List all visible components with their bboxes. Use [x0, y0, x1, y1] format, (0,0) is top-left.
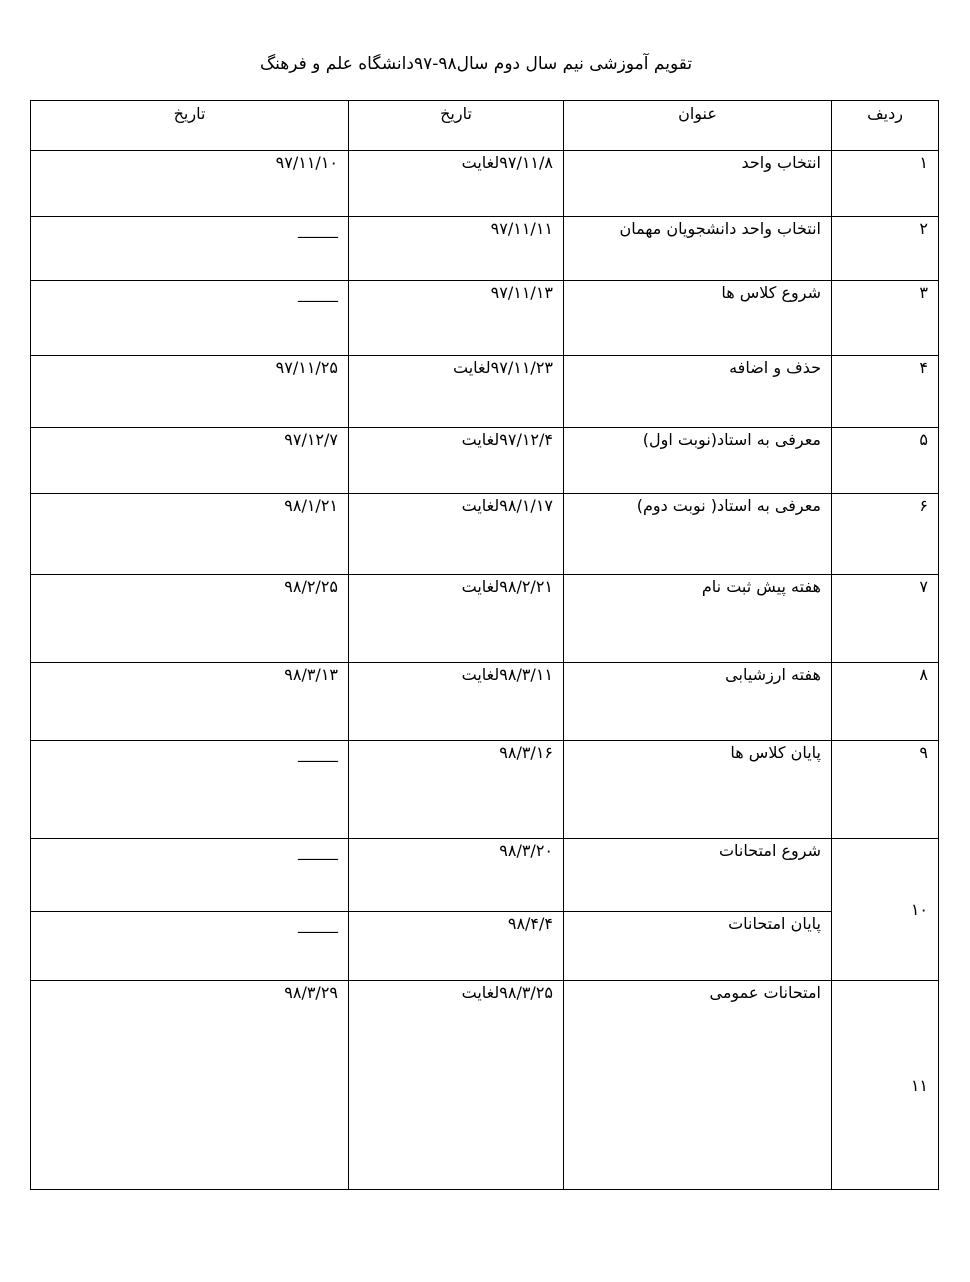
- header-subject: عنوان: [564, 101, 832, 151]
- row-number: ۷: [832, 575, 939, 663]
- row-number: ۱۰: [832, 839, 939, 981]
- row-subject: پایان کلاس ها: [564, 741, 832, 839]
- row-number: ۶: [832, 494, 939, 575]
- row-number: ۵: [832, 428, 939, 494]
- row-date-start: ۹۸/۳/۲۵لغایت: [349, 981, 564, 1190]
- row-date-start: ۹۷/۱۲/۴لغایت: [349, 428, 564, 494]
- table-row: [31, 151, 939, 217]
- row-subject: انتخاب واحد دانشجویان مهمان: [564, 217, 832, 281]
- table-row: [31, 981, 939, 1190]
- page-title: تقویم آموزشی نیم سال دوم سال۹۸-۹۷دانشگاه علم و فرهنگ: [259, 54, 693, 74]
- row-date-end: ۹۸/۲/۲۵: [31, 575, 349, 663]
- table-row: [31, 741, 939, 839]
- table-row: [31, 428, 939, 494]
- row-number: ۲: [832, 217, 939, 281]
- row-date-start: ۹۷/۱۱/۱۱: [349, 217, 564, 281]
- row-subject: هفته ارزشیابی: [564, 663, 832, 741]
- table-row: [31, 575, 939, 663]
- row-date-end: ۹۸/۳/۲۹: [31, 981, 349, 1190]
- header-row-number: ردیف: [832, 101, 939, 151]
- row-date-end: _____: [31, 839, 349, 912]
- row-date-start: ۹۸/۴/۴: [349, 912, 564, 981]
- row-date-start: ۹۸/۱/۱۷لغایت: [349, 494, 564, 575]
- row-date-start: ۹۸/۲/۲۱لغایت: [349, 575, 564, 663]
- row-subject: انتخاب واحد: [564, 151, 832, 217]
- row-subject: شروع امتحانات: [564, 839, 832, 912]
- academic-calendar-table: [30, 100, 939, 1190]
- table-row: [31, 663, 939, 741]
- row-date-end: ۹۷/۱۱/۱۰: [31, 151, 349, 217]
- table-row: [31, 356, 939, 428]
- row-number: ۱۱: [832, 981, 939, 1190]
- row-subject: هفته پیش ثبت نام: [564, 575, 832, 663]
- row-subject: معرفی به استاد( نوبت دوم): [564, 494, 832, 575]
- row-date-start: ۹۷/۱۱/۲۳لغایت: [349, 356, 564, 428]
- row-date-end: ۹۸/۳/۱۳: [31, 663, 349, 741]
- row-date-start: ۹۷/۱۱/۱۳: [349, 281, 564, 356]
- row-date-end: _____: [31, 741, 349, 839]
- row-date-start: ۹۸/۳/۲۰: [349, 839, 564, 912]
- row-date-end: ۹۷/۱۱/۲۵: [31, 356, 349, 428]
- row-date-start: ۹۷/۱۱/۸لغایت: [349, 151, 564, 217]
- row-date-end: ۹۷/۱۲/۷: [31, 428, 349, 494]
- header-row: [31, 101, 939, 151]
- row-subject: معرفی به استاد(نوبت اول): [564, 428, 832, 494]
- row-subject: شروع کلاس ها: [564, 281, 832, 356]
- row-number: ۳: [832, 281, 939, 356]
- row-date-end: _____: [31, 217, 349, 281]
- row-date-end: ۹۸/۱/۲۱: [31, 494, 349, 575]
- row-number: ۹: [832, 741, 939, 839]
- row-subject: پایان امتحانات: [564, 912, 832, 981]
- header-date-start: تاریخ: [349, 101, 564, 151]
- table-row: [31, 494, 939, 575]
- table-row: [31, 217, 939, 281]
- row-number: ۱: [832, 151, 939, 217]
- table-row: [31, 839, 939, 912]
- row-date-start: ۹۸/۳/۱۱لغایت: [349, 663, 564, 741]
- row-date-start: ۹۸/۳/۱۶: [349, 741, 564, 839]
- row-number: ۸: [832, 663, 939, 741]
- row-subject: حذف و اضافه: [564, 356, 832, 428]
- table-row: [31, 281, 939, 356]
- table-row: [31, 912, 939, 981]
- row-subject: امتحانات عمومی: [564, 981, 832, 1190]
- row-number: ۴: [832, 356, 939, 428]
- row-date-end: _____: [31, 281, 349, 356]
- row-date-end: _____: [31, 912, 349, 981]
- header-date-end: تاریخ: [31, 101, 349, 151]
